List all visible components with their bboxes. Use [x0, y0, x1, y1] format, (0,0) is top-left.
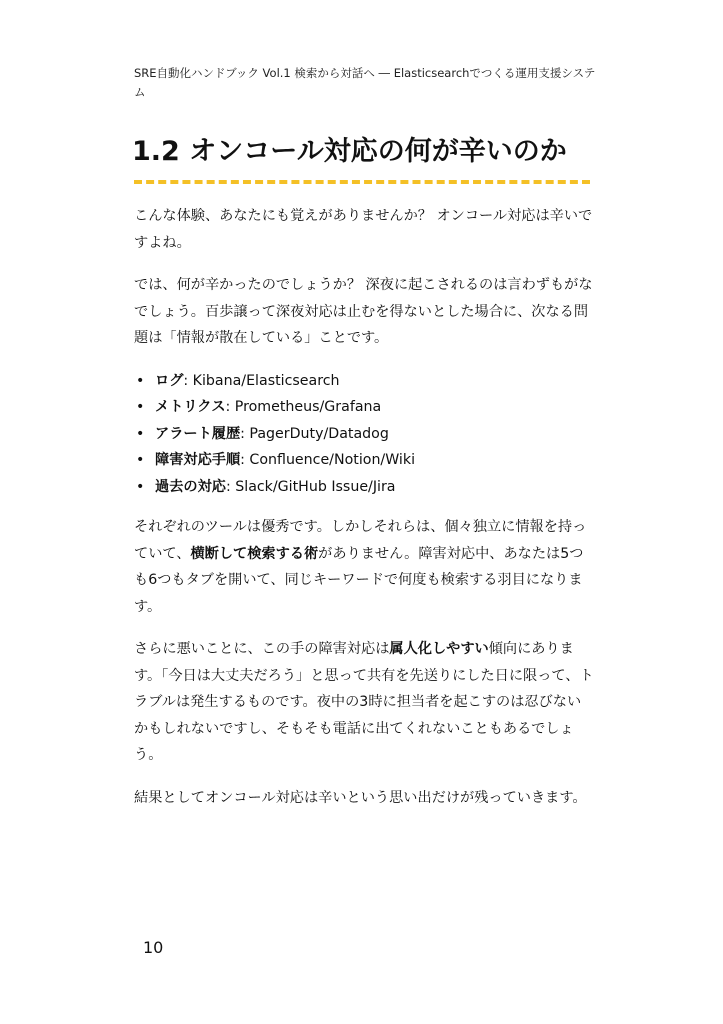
paragraph-text: さらに悪いことに、この手の障害対応は [134, 641, 390, 657]
paragraph-problem: では、何が辛かったのでしょうか？ 深夜に起こされるのは言わずもがなでしょう。百歩譲って深夜対応は止むを得ないとした場合に、次なる問題は「情報が散在している」ことです。 [134, 277, 593, 346]
paragraph-text: それぞれのツールは優秀です。しかしそれらは、個々独立に情報を持っていて、 [134, 519, 587, 562]
list-item-value: : PagerDuty/Datadog [240, 425, 389, 442]
paragraph-tools-separate [134, 514, 594, 620]
paragraph-emphasis: 属人化しやすい [389, 641, 489, 657]
paragraph-person-dependent [134, 636, 594, 769]
title-dashed-rule [134, 180, 590, 184]
paragraph-conclusion: 結果としてオンコール対応は辛いという思い出だけが残っていきます。 [134, 789, 587, 806]
paragraph-text: がありません。障害対応中、あなたは5つも6つもタブを開いて、同じキーワードで何度も検索する羽目になります。 [134, 545, 584, 615]
list-item-value: : Confluence/Notion/Wiki [240, 452, 416, 468]
list-item-value: : Slack/GitHub Issue/Jira [225, 478, 396, 495]
tools-list [134, 368, 594, 501]
list-item-value: : Kibana/Elasticsearch [183, 372, 340, 389]
list-item-term: メトリクス [155, 399, 226, 415]
body-content [134, 203, 594, 811]
bullet-icon: • [136, 452, 145, 468]
page-number: 10 [143, 938, 164, 957]
list-item-term: 障害対応手順 [155, 452, 241, 468]
bullet-icon: • [136, 425, 145, 442]
bullet-icon: • [136, 399, 145, 415]
bullet-icon: • [136, 478, 145, 495]
paragraph-intro: こんな体験、あなたにも覚えがありませんか？ オンコール対応は辛いですよね。 [134, 208, 593, 251]
paragraph-emphasis: 横断して検索する術 [190, 545, 319, 562]
bullet-icon: • [136, 372, 145, 389]
running-header: SRE自動化ハンドブック Vol.1 検索から対話へ ― Elasticsearchでつくる運用支援システム [134, 66, 596, 99]
list-item-term: アラート履歴 [155, 425, 241, 442]
list-item-term: 過去の対応 [155, 478, 226, 495]
list-item [134, 474, 594, 501]
paragraph-text: 傾向にあります。「今日は大丈夫だろう」と思って共有を先送りにした日に限って、トラブルは発生するものです。夜中の3時に担当者を起こすのは忍びないかもしれないですし、そもそも電話に出てくれないこともあるでしょう。 [134, 641, 594, 763]
list-item [134, 394, 594, 421]
list-item [134, 368, 594, 395]
list-item [134, 447, 594, 474]
list-item-term: ログ [155, 372, 184, 389]
list-item [134, 421, 594, 448]
section-title: 1.2 オンコール対応の何が辛いのか [132, 136, 567, 167]
list-item-value: : Prometheus/Grafana [225, 399, 382, 415]
